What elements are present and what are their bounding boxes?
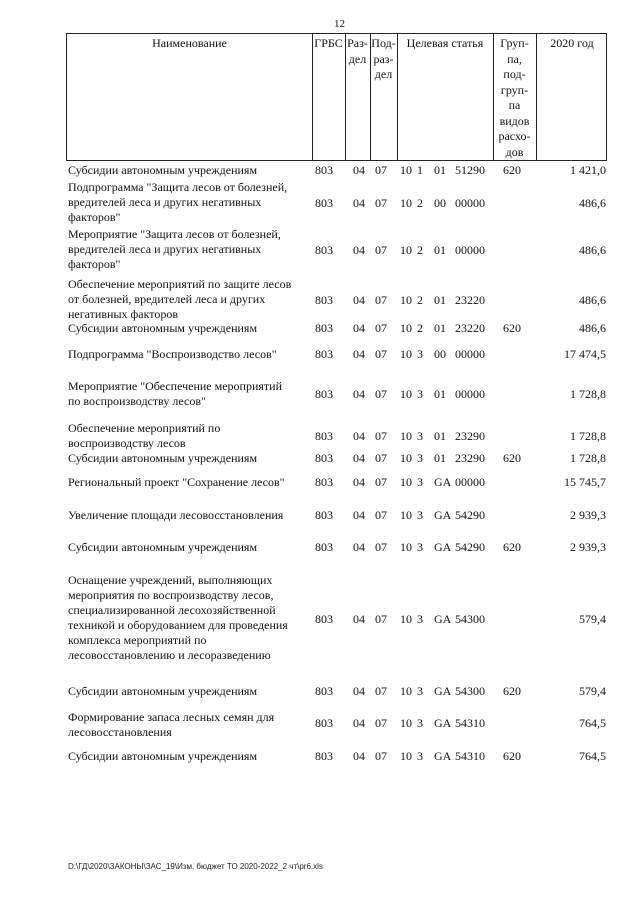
cell-rz: 04: [353, 163, 365, 177]
cell-sum: 486,6: [579, 293, 606, 307]
header-group-line: Груп-: [500, 36, 529, 50]
row-name-line: Субсидии автономным учреждениям: [68, 540, 258, 554]
cell-c2: 3: [417, 508, 423, 522]
cell-sum: 579,4: [579, 612, 606, 626]
row-name: [68, 475, 285, 490]
cell-rz: 04: [353, 716, 365, 730]
header-podrazdel: [370, 36, 397, 83]
header-group-line: видов: [499, 113, 530, 128]
cell-c4: 23220: [455, 293, 485, 307]
cell-rz: 04: [353, 293, 365, 307]
cell-sum: 17 474,5: [564, 347, 606, 361]
row-name: [68, 321, 257, 336]
cell-c4: 00000: [455, 387, 485, 401]
cell-c1: 10: [400, 508, 412, 522]
cell-c2: 3: [417, 451, 423, 465]
cell-pr: 07: [375, 684, 387, 698]
cell-pr: 07: [375, 716, 387, 730]
header-podrazdel-line: дел: [374, 67, 393, 81]
row-name: [68, 508, 283, 523]
cell-grbs: 803: [315, 387, 333, 401]
row-name: [68, 749, 257, 764]
cell-c1: 10: [400, 163, 412, 177]
cell-grp: 620: [503, 321, 521, 335]
row-name-line: Обеспечение мероприятий по: [68, 421, 221, 435]
cell-c3: GA: [434, 508, 452, 522]
cell-c4: 54310: [455, 749, 485, 763]
row-name-line: Оснащение учреждений, выполняющих: [68, 573, 273, 587]
cell-rz: 04: [353, 475, 365, 489]
cell-grbs: 803: [315, 293, 333, 307]
cell-grp: 620: [503, 684, 521, 698]
header-podrazdel-line: Под-: [371, 36, 396, 50]
cell-pr: 07: [375, 196, 387, 210]
header-group-line: расхо-: [498, 129, 531, 143]
row-name-line: воспроизводству лесов: [68, 436, 186, 450]
cell-rz: 04: [353, 429, 365, 443]
cell-grbs: 803: [315, 612, 333, 626]
row-name-line: от болезней, вредителей леса и других: [68, 292, 266, 306]
cell-c4: 00000: [455, 196, 485, 210]
cell-c3: GA: [434, 612, 452, 626]
header-year: 2020 год: [550, 36, 594, 50]
cell-sum: 15 745,7: [564, 475, 606, 489]
cell-c2: 2: [417, 321, 423, 335]
column-divider: [397, 34, 398, 160]
cell-pr: 07: [375, 475, 387, 489]
row-name-line: Субсидии автономным учреждениям: [68, 684, 258, 698]
row-name-line: факторов": [68, 257, 121, 271]
cell-c2: 2: [417, 243, 423, 257]
cell-c2: 3: [417, 684, 423, 698]
header-target: Целевая статья: [406, 36, 484, 50]
cell-sum: 486,6: [579, 321, 606, 335]
cell-sum: 579,4: [579, 684, 606, 698]
cell-rz: 04: [353, 540, 365, 554]
cell-grbs: 803: [315, 716, 333, 730]
cell-c3: 00: [434, 196, 446, 210]
cell-c2: 3: [417, 429, 423, 443]
cell-c3: 01: [434, 243, 446, 257]
cell-c4: 54290: [455, 540, 485, 554]
cell-pr: 07: [375, 749, 387, 763]
cell-c1: 10: [400, 540, 412, 554]
header-razdel-line: дел: [348, 51, 367, 66]
cell-pr: 07: [375, 243, 387, 257]
row-name-line: лесовосстановлению и лесоразведению: [68, 648, 271, 662]
cell-c4: 00000: [455, 475, 485, 489]
cell-c2: 3: [417, 540, 423, 554]
cell-c3: 01: [434, 387, 446, 401]
header-group-line: под-: [503, 67, 526, 81]
row-name: [68, 277, 291, 322]
cell-c2: 3: [417, 612, 423, 626]
cell-sum: 1 728,8: [570, 451, 606, 465]
cell-rz: 04: [353, 508, 365, 522]
cell-c2: 3: [417, 716, 423, 730]
column-divider: [536, 34, 537, 160]
cell-c4: 00000: [455, 243, 485, 257]
header-group-line: па: [508, 98, 521, 112]
row-name-line: Субсидии автономным учреждениям: [68, 451, 258, 465]
header-grbs: ГРБС: [314, 36, 343, 50]
cell-grbs: 803: [315, 347, 333, 361]
cell-c4: 54300: [455, 612, 485, 626]
file-path-footer: D:\ГД\2020\ЗАКОНЫ\ЗАС_19\Изм. бюджет ТО 2020-2022_2 чт\pr6.xls: [68, 862, 323, 871]
cell-c1: 10: [400, 347, 412, 361]
cell-c1: 10: [400, 429, 412, 443]
cell-grbs: 803: [315, 429, 333, 443]
row-name-line: негативных факторов: [68, 307, 179, 321]
cell-rz: 04: [353, 684, 365, 698]
cell-grbs: 803: [315, 196, 333, 210]
row-name-line: Региональный проект "Сохранение лесов": [68, 475, 285, 489]
cell-c4: 00000: [455, 347, 485, 361]
cell-c3: 01: [434, 429, 446, 443]
cell-rz: 04: [353, 196, 365, 210]
cell-c3: 01: [434, 293, 446, 307]
row-name-line: специализированной лесохозяйственной: [68, 603, 276, 617]
cell-c1: 10: [400, 716, 412, 730]
cell-sum: 486,6: [579, 243, 606, 257]
row-name-line: техникой и оборудованием для проведения: [68, 618, 288, 632]
header-razdel: [345, 36, 370, 67]
row-name-line: Подпрограмма "Защита лесов от болезней,: [68, 180, 288, 194]
cell-sum: 2 939,3: [570, 540, 606, 554]
row-name-line: Мероприятие "Защита лесов от болезней,: [68, 227, 281, 241]
cell-c2: 3: [417, 347, 423, 361]
cell-c4: 23220: [455, 321, 485, 335]
cell-c4: 54310: [455, 716, 485, 730]
row-name: [68, 684, 257, 699]
cell-grp: 620: [503, 749, 521, 763]
cell-sum: 2 939,3: [570, 508, 606, 522]
row-name: [68, 710, 274, 740]
cell-grbs: 803: [315, 684, 333, 698]
row-name-line: по воспроизводству лесов": [68, 394, 206, 408]
cell-sum: 1 421,0: [570, 163, 606, 177]
row-name: [68, 451, 257, 466]
cell-c4: 23290: [455, 451, 485, 465]
cell-c2: 2: [417, 196, 423, 210]
row-name: [68, 227, 281, 272]
cell-grbs: 803: [315, 163, 333, 177]
row-name-line: лесовосстановления: [68, 725, 172, 739]
cell-grbs: 803: [315, 475, 333, 489]
cell-c1: 10: [400, 196, 412, 210]
cell-c2: 3: [417, 749, 423, 763]
cell-rz: 04: [353, 612, 365, 626]
cell-sum: 764,5: [579, 716, 606, 730]
cell-c1: 10: [400, 243, 412, 257]
column-divider: [312, 34, 313, 160]
cell-grp: 620: [503, 451, 521, 465]
cell-c3: GA: [434, 475, 452, 489]
cell-c2: 1: [417, 163, 423, 177]
row-name: [68, 163, 257, 178]
cell-c1: 10: [400, 749, 412, 763]
cell-pr: 07: [375, 429, 387, 443]
cell-c3: 00: [434, 347, 446, 361]
cell-c1: 10: [400, 475, 412, 489]
cell-grbs: 803: [315, 508, 333, 522]
cell-c4: 23290: [455, 429, 485, 443]
cell-c3: GA: [434, 749, 452, 763]
cell-sum: 764,5: [579, 749, 606, 763]
cell-c3: 01: [434, 321, 446, 335]
cell-c3: 01: [434, 451, 446, 465]
header-group: [493, 36, 536, 160]
header-razdel-line: Раз-: [347, 36, 368, 50]
cell-c3: GA: [434, 540, 452, 554]
cell-c3: GA: [434, 716, 452, 730]
row-name: [68, 421, 220, 451]
cell-pr: 07: [375, 321, 387, 335]
cell-c4: 51290: [455, 163, 485, 177]
cell-rz: 04: [353, 243, 365, 257]
row-name-line: мероприятия по воспроизводству лесов,: [68, 588, 274, 602]
cell-pr: 07: [375, 451, 387, 465]
cell-c1: 10: [400, 451, 412, 465]
cell-pr: 07: [375, 293, 387, 307]
row-name: [68, 180, 287, 225]
row-name-line: Субсидии автономным учреждениям: [68, 321, 258, 335]
cell-sum: 1 728,8: [570, 429, 606, 443]
row-name-line: вредителей леса и других негативных: [68, 242, 262, 256]
header-name: Наименование: [152, 36, 227, 50]
cell-c1: 10: [400, 684, 412, 698]
cell-grbs: 803: [315, 321, 333, 335]
cell-sum: 1 728,8: [570, 387, 606, 401]
cell-pr: 07: [375, 540, 387, 554]
cell-c3: 01: [434, 163, 446, 177]
row-name-line: факторов": [68, 210, 121, 224]
cell-rz: 04: [353, 749, 365, 763]
cell-pr: 07: [375, 508, 387, 522]
cell-grbs: 803: [315, 451, 333, 465]
cell-c1: 10: [400, 293, 412, 307]
row-name-line: Субсидии автономным учреждениям: [68, 163, 258, 177]
cell-grp: 620: [503, 540, 521, 554]
header-group-line: па,: [507, 51, 522, 66]
cell-rz: 04: [353, 347, 365, 361]
cell-c4: 54300: [455, 684, 485, 698]
cell-c1: 10: [400, 387, 412, 401]
header-podrazdel-line: раз-: [373, 51, 394, 66]
cell-c3: GA: [434, 684, 452, 698]
cell-pr: 07: [375, 612, 387, 626]
cell-rz: 04: [353, 451, 365, 465]
cell-pr: 07: [375, 347, 387, 361]
cell-c1: 10: [400, 612, 412, 626]
row-name: [68, 379, 282, 409]
header-group-line: дов: [505, 144, 524, 159]
cell-grbs: 803: [315, 540, 333, 554]
row-name: [68, 573, 288, 663]
page-number: 12: [334, 18, 345, 30]
cell-pr: 07: [375, 387, 387, 401]
row-name-line: Субсидии автономным учреждениям: [68, 749, 258, 763]
cell-c2: 3: [417, 475, 423, 489]
cell-grbs: 803: [315, 749, 333, 763]
row-name-line: комплекса мероприятий по: [68, 633, 207, 647]
row-name-line: Обеспечение мероприятий по защите лесов: [68, 277, 292, 291]
row-name-line: Подпрограмма "Воспроизводство лесов": [68, 347, 277, 361]
row-name-line: Мероприятие "Обеспечение мероприятий: [68, 379, 283, 393]
cell-c2: 2: [417, 293, 423, 307]
row-name-line: Увеличение площади лесовосстановления: [68, 508, 284, 522]
row-name: [68, 540, 257, 555]
row-name-line: вредителей леса и других негативных: [68, 195, 262, 209]
cell-pr: 07: [375, 163, 387, 177]
cell-c2: 3: [417, 387, 423, 401]
row-name-line: Формирование запаса лесных семян для: [68, 710, 275, 724]
cell-sum: 486,6: [579, 196, 606, 210]
row-name: [68, 347, 277, 362]
header-group-line: груп-: [500, 82, 529, 97]
cell-rz: 04: [353, 321, 365, 335]
cell-c4: 54290: [455, 508, 485, 522]
cell-grbs: 803: [315, 243, 333, 257]
cell-c1: 10: [400, 321, 412, 335]
cell-rz: 04: [353, 387, 365, 401]
cell-grp: 620: [503, 163, 521, 177]
table-header: [66, 33, 607, 161]
